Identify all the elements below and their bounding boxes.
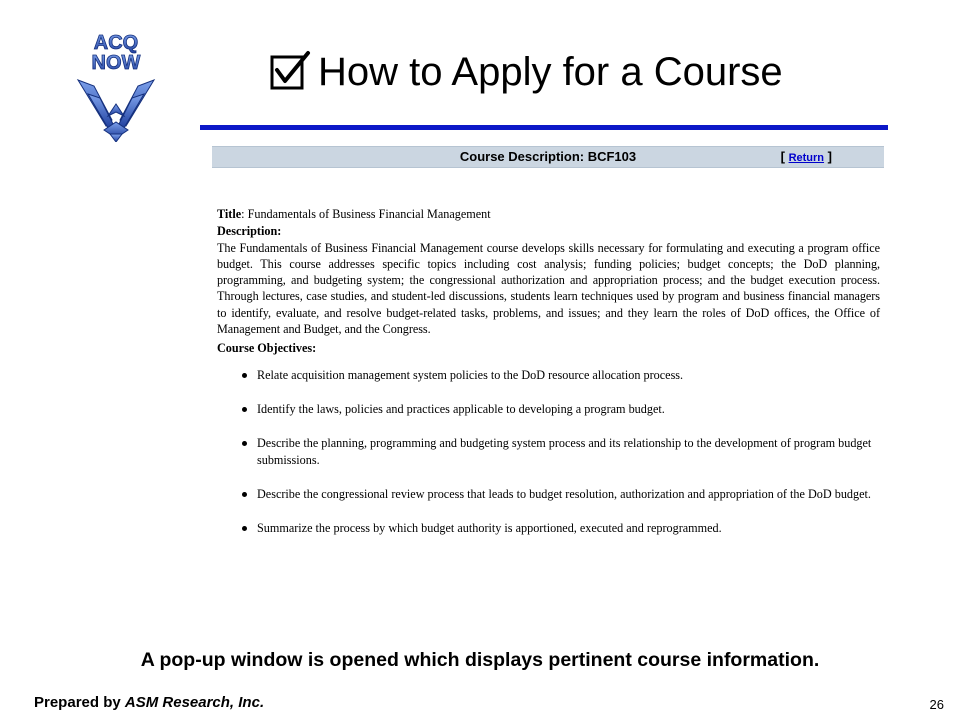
footer-credit [34, 694, 264, 711]
slide-title: How to Apply for a Course [318, 50, 783, 94]
page-number: 26 [929, 697, 944, 712]
bullet-icon [242, 526, 247, 531]
logo-line-2: NOW [91, 52, 141, 74]
objective-text: Summarize the process by which budget authority is apportioned, executed and reprogrammed. [257, 521, 722, 536]
return-link[interactable]: Return [788, 152, 825, 164]
acq-now-logo [70, 30, 162, 142]
objective-item [242, 401, 880, 417]
title-divider [200, 125, 888, 130]
objectives-list [217, 367, 880, 537]
bullet-icon [242, 373, 247, 378]
popup-body [212, 168, 884, 536]
bullet-icon [242, 441, 247, 446]
description-heading: Description: [217, 224, 282, 239]
organization-name: ASM Research, Inc. [124, 694, 265, 711]
objective-item [242, 367, 880, 383]
popup-heading: Course Description: BCF103 [459, 149, 637, 164]
course-title-line [217, 206, 880, 222]
slide-caption: A pop-up window is opened which displays pertinent course information. [140, 649, 820, 671]
objective-item [242, 520, 880, 536]
popup-header-bar [212, 146, 884, 168]
objective-text: Describe the congressional review process that leads to budget resolution, authorization and appropriation of the DoD budget. [257, 486, 871, 501]
title-label: Title [217, 207, 242, 221]
objective-text: Identify the laws, policies and practices applicable to developing a program budget. [257, 401, 665, 416]
description-text: The Fundamentals of Business Financial Management course develops skills necessary for formulating and executing a program office budget. This course addresses specific topics including cost analysis; funding policies; budget concepts; the DoD planning, programming, and budgeting system; the congressional authorization and appropriation process; and the budget execution process. Through lectures, case studies, and student-led discussions, students learn techniques used by program and business financial managers to identify, evaluate, and resolve budget-related tasks, problems, and issues; and they learn the roles of DoD offices, the Office of Management and Budget, and the Congress. [217, 240, 880, 337]
logo-line-1: ACQ [93, 32, 139, 54]
bullet-icon [242, 492, 247, 497]
air-force-wings-icon [70, 30, 162, 142]
course-title: : Fundamentals of Business Financial Management [241, 207, 491, 221]
prepared-by-label: Prepared by [34, 694, 121, 711]
objective-item [242, 486, 880, 502]
bullet-icon [242, 407, 247, 412]
bracket-close: ] [827, 149, 832, 164]
objective-text: Describe the planning, programming and budgeting system process and its relationship to the development of program budget submissions. [257, 436, 872, 467]
checked-box-icon [268, 50, 312, 94]
bracket-open: [ [780, 149, 785, 164]
course-description-popup [212, 146, 884, 592]
objectives-heading: Course Objectives: [217, 341, 317, 356]
objective-text: Relate acquisition management system policies to the DoD resource allocation process. [257, 367, 684, 382]
return-link-group [781, 149, 832, 164]
objective-item [242, 435, 880, 468]
title-row [268, 42, 783, 102]
